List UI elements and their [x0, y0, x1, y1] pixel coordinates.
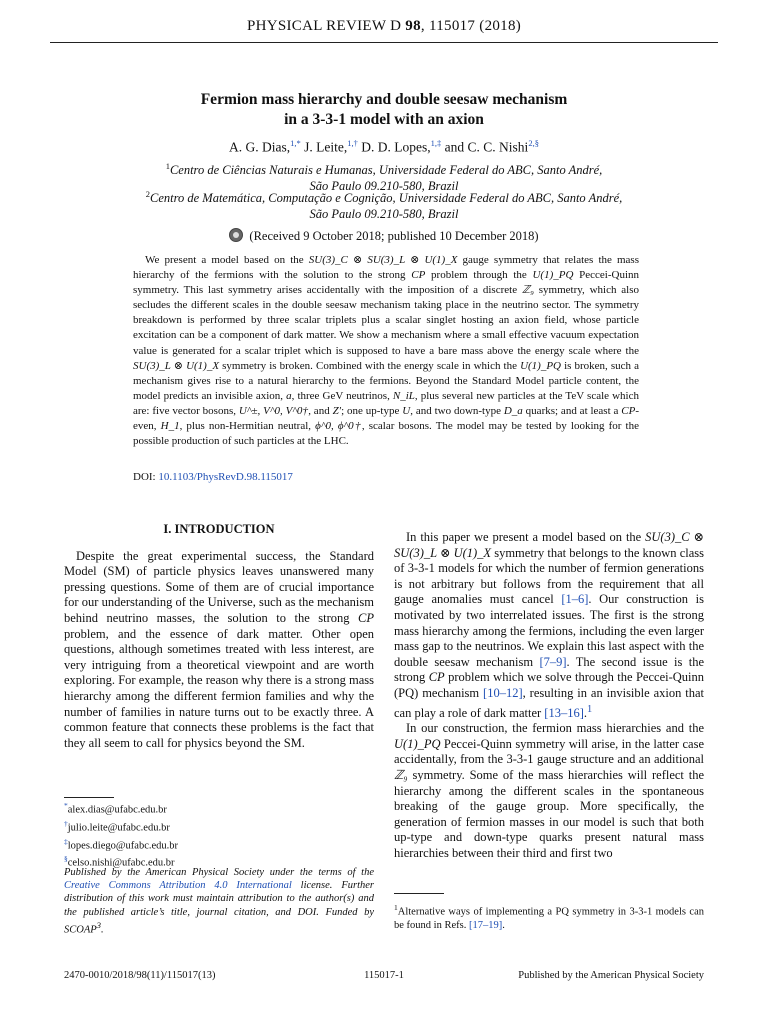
- email-item: *alex.dias@ufabc.edu.br: [64, 801, 167, 816]
- abstract: We present a model based on the SU(3)_C ⊗ SU(3)_L ⊗ U(1)_X gauge symmetry that relates the mass hierarchy of the fermions with the solution to the strong CP problem through the U(1)_PQ Peccei-Quinn symmetry. This last symmetry arises accidentally with the imposition of a discrete ℤ₉ symmetry, which also secludes the different scales in the double seesaw mechanism taking place in the neutrino sector. The symmetry breakdown is performed by three scalar triplets plus a scalar singlet hosting an axion field, whose particle excitation can be a component of dark matter. We show a mechanism where a small effective vacuum expectation value is generated for a scalar triplet which is supposed to have a bare mass above the energy scale where the SU(3)_L ⊗ U(1)_X symmetry is broken. Combined with the energy scale in which the U(1)_PQ is broken, such a mechanism gives rise to a natural hierarchy to the fermions. Beyond the Standard Model particle content, the model predicts an invisible axion, a, three GeV neutrinos, N_iL, plus several new particles at the TeV scale which are: five vector bosons, U^±, V^0, V^0†, and Z′; one up-type U, and two down-type D_a quarks; and at least a CP-even, H_1, plus non-Hermitian neutral, ϕ^0, ϕ^0†, scalar bosons. The model may be tested by looking for the possible production of such particles at the LHC.: [133, 254, 639, 448]
- footnote-marker[interactable]: 1: [586, 703, 593, 715]
- author-name: J. Leite,: [300, 139, 348, 155]
- citation-link[interactable]: [7–9]: [539, 654, 567, 669]
- received-dates: (Received 9 October 2018; published 10 December 2018): [249, 229, 539, 243]
- citation-link[interactable]: [17–19]: [468, 920, 503, 931]
- license-note: Published by the American Physical Society under the terms of the Creative Commons Attribution 4.0 International license. Further distribution of this work must maintain attribution to the author(s) and the published article’s title, journal citation, and DOI. Funded by SCOAP$^3$.: [64, 867, 374, 936]
- affiliation-number: 1: [165, 161, 170, 171]
- affiliation-line: Centro de Matemática, Computação e Cognição, Universidade Federal do ABC, Santo André,: [149, 191, 623, 206]
- intro-paragraph-2: In this paper we present a model based on the SU(3)_C ⊗ SU(3)_L ⊗ U(1)_X symmetry that belongs to the known class of 3-3-1 models for which the number of fermion generations is not arbitrary but follows from the requirement that all gauge anomalies must cancel [1–6]. Our construction is motivated by two interrelated issues. The first is the strong mass hierarchy among the fermions, including the even larger mass gap to the neutrinos. We explain this last aspect with the double seesaw mechanism [7–9]. The second issue is the strong CP problem which we solve through the Peccei-Quinn (PQ) mechanism [10–12], resulting in an invisible axion that can play a role of dark matter [13–16].$^1$: [394, 530, 705, 720]
- crossmark-icon[interactable]: [229, 228, 243, 242]
- citation-link[interactable]: [13–16]: [544, 705, 584, 720]
- author-marks[interactable]: 1,†: [347, 138, 358, 148]
- journal-header: [50, 18, 718, 35]
- email-item: †julio.leite@ufabc.edu.br: [64, 818, 170, 834]
- affiliation-line: São Paulo 09.210-580, Brazil: [309, 179, 459, 194]
- email-item: ‡lopes.diego@ufabc.edu.br: [64, 836, 179, 852]
- footnote-1: $^1$Alternative ways of implementing a PQ symmetry in 3-3-1 models can be found in Refs. [17–19].: [394, 903, 704, 931]
- author-name: D. D. Lopes,: [357, 139, 431, 155]
- footnote-rule: [64, 797, 114, 798]
- email-item: §celso.nishi@ufabc.edu.br: [64, 854, 175, 869]
- doi-label: DOI:: [133, 471, 159, 483]
- affiliation-line: São Paulo 09.210-580, Brazil: [309, 207, 459, 222]
- author-marks[interactable]: 1,‡: [430, 138, 442, 148]
- email-address[interactable]: celso.nishi@ufabc.edu.br: [67, 857, 175, 869]
- journal-name: PHYSICAL REVIEW D: [246, 18, 406, 34]
- author-emails: [64, 799, 374, 870]
- author-marks[interactable]: 1,*: [290, 138, 301, 148]
- intro-paragraph-3: In our construction, the fermion mass hierarchies and the U(1)_PQ Peccei-Quinn symmetry will arise, in the latter case accidentally, from the 3-3-1 gauge structure and an additional ℤ₉ symmetry. Some of the mass hierarchies will reflect the hierarchy among the different scales in the spontaneous breaking of the gauge group. More specifically, the generation of fermion masses in our model is such that both up-type and down-type quarks present natural mass hierarchies between their third and first two: [394, 721, 704, 861]
- right-column: [394, 530, 704, 862]
- affiliation-2: [90, 186, 678, 222]
- title-line-2: in a 3-3-1 model with an axion: [284, 111, 484, 128]
- left-column: [64, 522, 374, 751]
- citation-link[interactable]: [10–12]: [483, 685, 523, 700]
- footer-code: 2470-0010/2018/98(11)/115017(13): [64, 970, 216, 981]
- section-title: I. INTRODUCTION: [163, 522, 275, 536]
- page-number: 115017-1: [364, 970, 404, 981]
- license-link[interactable]: Creative Commons Attribution 4.0 International: [64, 880, 292, 892]
- author-name: A. G. Dias,: [229, 139, 291, 155]
- math-symbol: SU(3)_C ⊗ SU(3)_L ⊗ U(1)_X: [308, 254, 458, 266]
- title-line-1: Fermion mass hierarchy and double seesaw mechanism: [200, 91, 568, 108]
- doi-link[interactable]: 10.1103/PhysRevD.98.115017: [158, 471, 293, 483]
- email-address[interactable]: lopes.diego@ufabc.edu.br: [67, 840, 179, 852]
- affiliation-line: Centro de Ciências Naturais e Humanas, Universidade Federal do ABC, Santo André,: [169, 163, 603, 178]
- author-marks[interactable]: 2,§: [528, 138, 539, 148]
- footer-publisher: Published by the American Physical Society: [518, 970, 704, 981]
- email-address[interactable]: julio.leite@ufabc.edu.br: [67, 822, 170, 834]
- citation-link[interactable]: [1–6]: [561, 592, 589, 607]
- header-rule: [50, 42, 718, 43]
- math-symbol: U(1)_PQ: [532, 269, 574, 282]
- received-line: [140, 228, 628, 244]
- doi-line: [133, 471, 293, 483]
- author-name: and C. C. Nishi: [441, 139, 529, 155]
- journal-volume: 98: [405, 18, 421, 34]
- affiliation-number: 2: [145, 189, 150, 199]
- paper-title: [100, 90, 668, 130]
- footnote-rule: [394, 893, 444, 894]
- intro-paragraph-1: Despite the great experimental success, the Standard Model (SM) of particle physics leaves unanswered many pressing questions. Some of them are of crucial importance for our understanding of the Universe, such as the mechanism behind neutrino masses, the solution to the strong CP problem, and the essence of dark matter. Other open questions, although sometimes treated with less interest, are very intriguing from a theoretical viewpoint and are worth exploring. For example, the reason why there is a strong mass hierarchy among the different fermion families and why the number of families in nature turns out to be exactly three. A common feature that connects these problems is the fact that they all seem to call for physics beyond the SM.: [64, 548, 374, 750]
- email-address[interactable]: alex.dias@ufabc.edu.br: [67, 804, 167, 816]
- article-number: , 115017 (2018): [420, 18, 522, 34]
- author-list: [90, 138, 678, 156]
